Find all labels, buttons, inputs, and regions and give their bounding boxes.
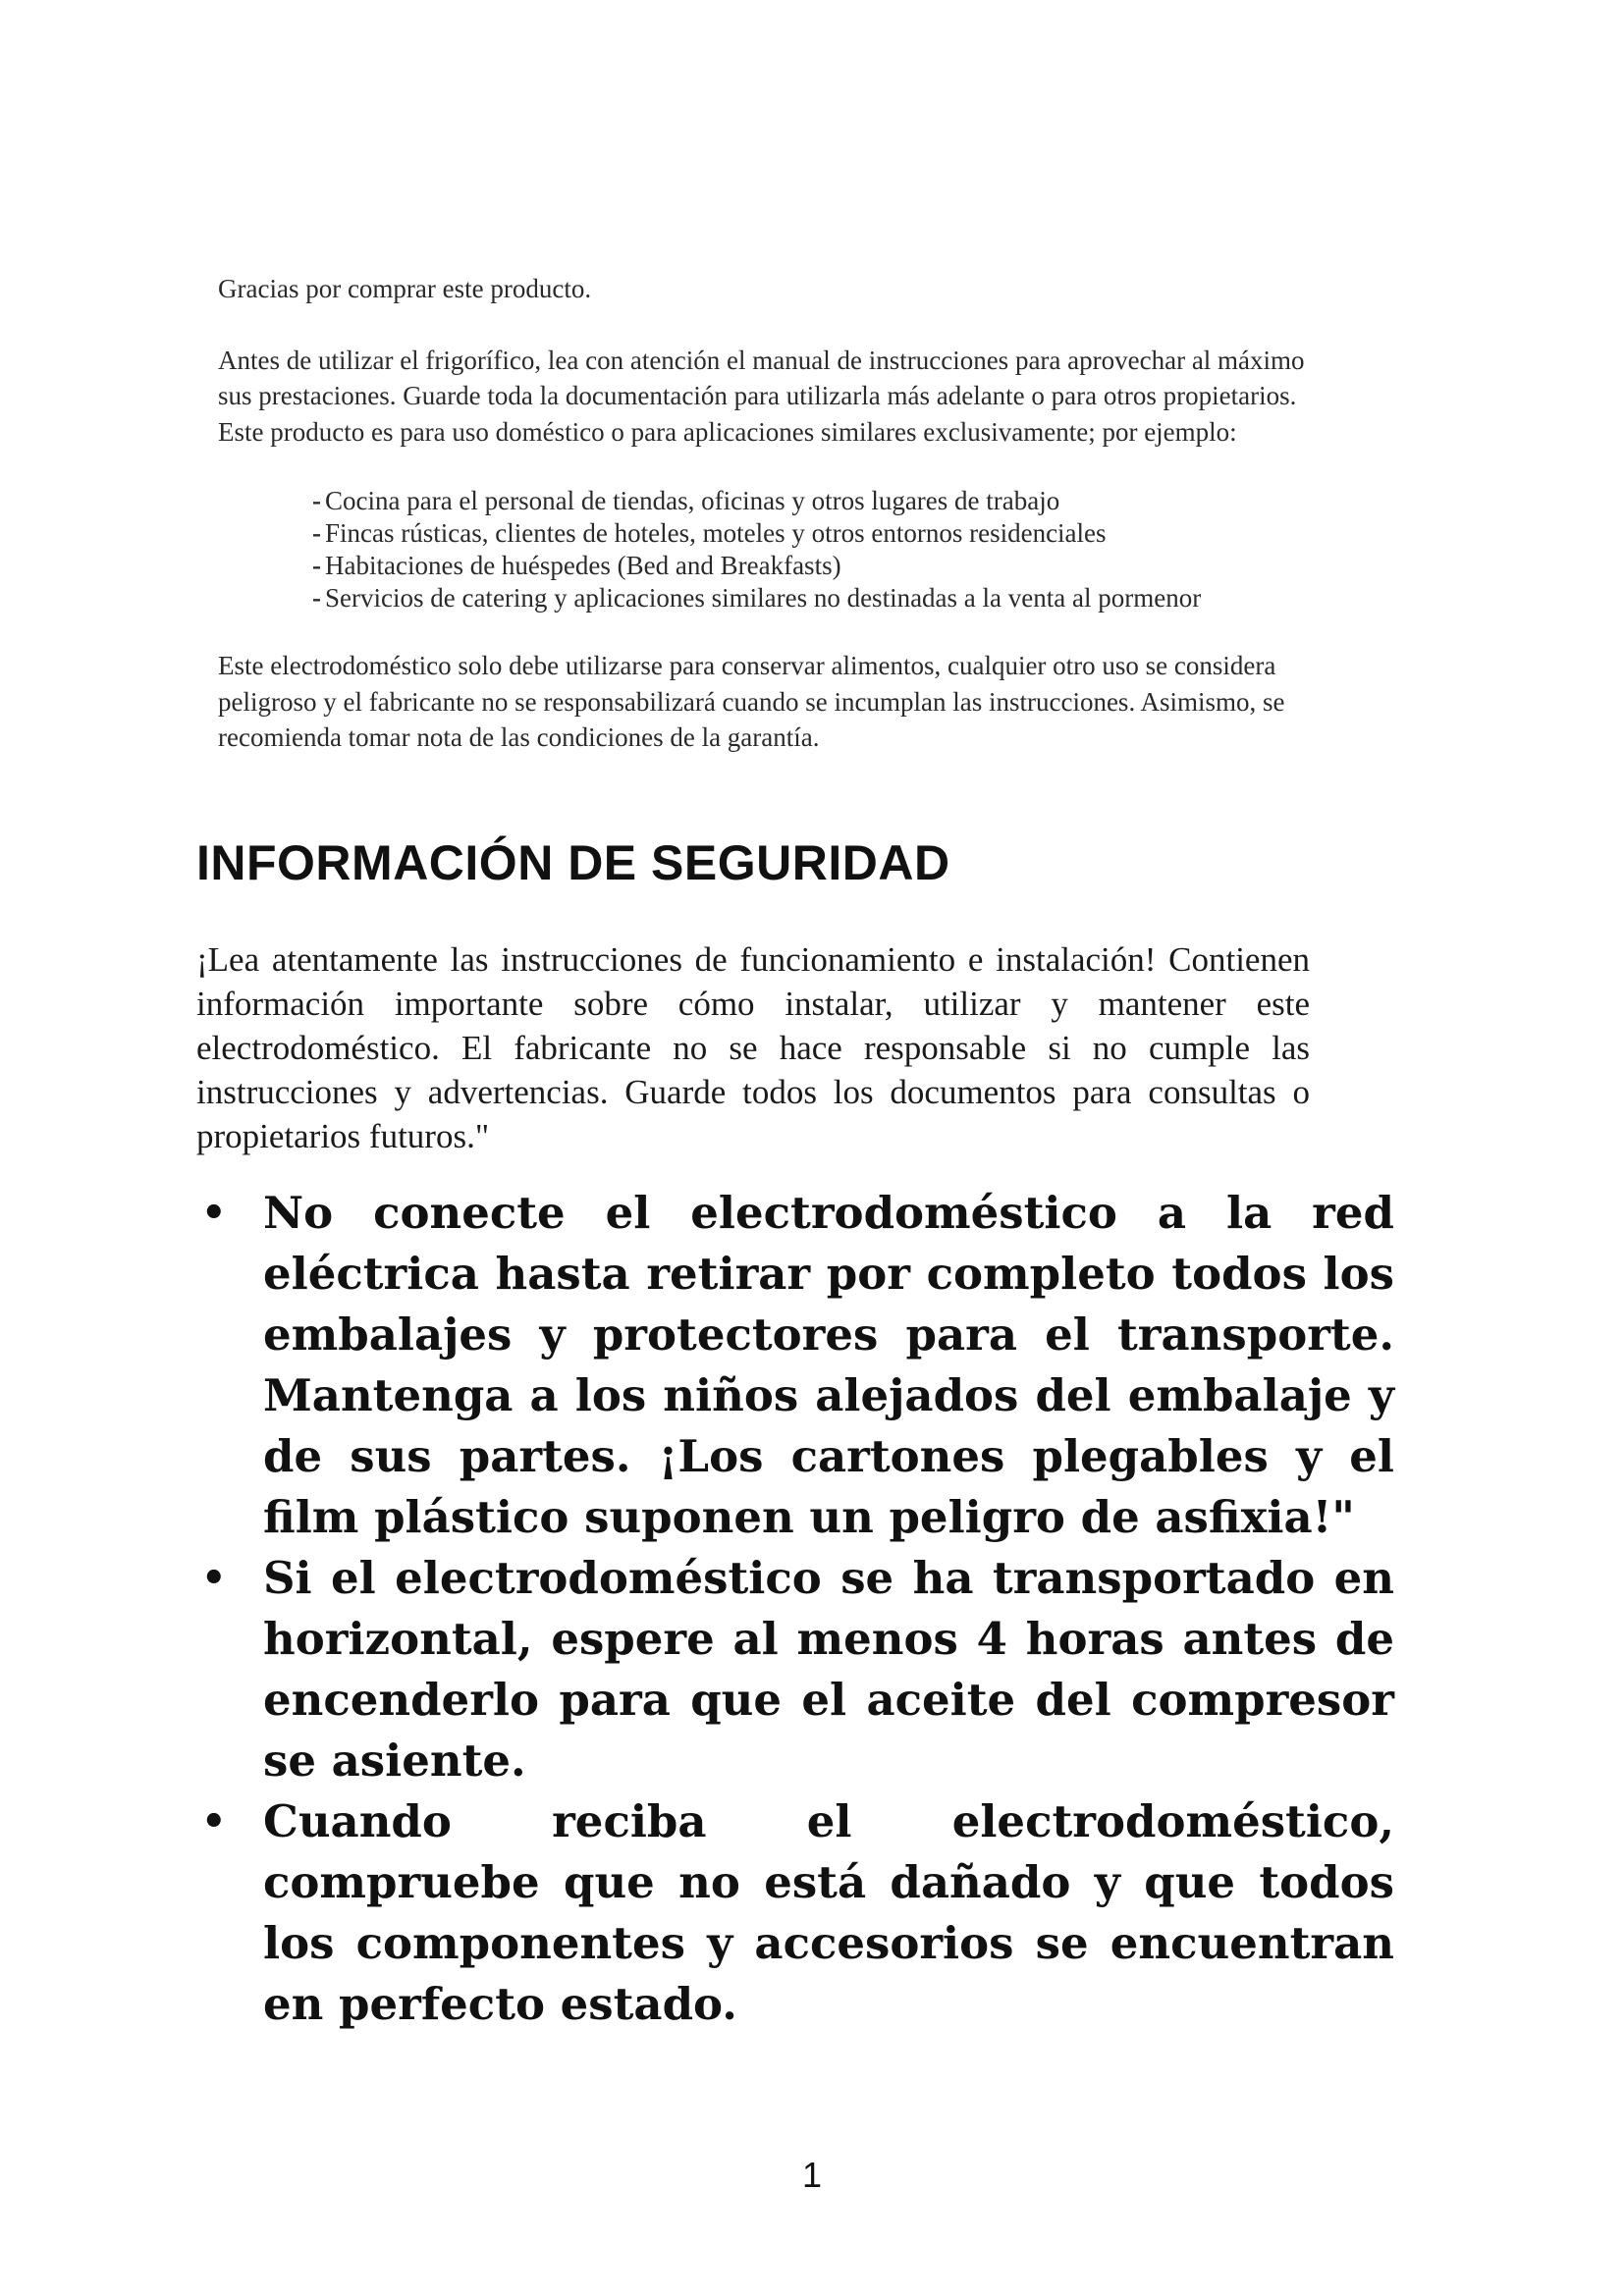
dash-icon: - [312,583,321,613]
uses-list [218,485,1337,614]
thanks-text: Gracias por comprar este producto. [218,274,592,303]
safety-bullet: • Si el electrodoméstico se ha transportado en horizontal, espere al menos 4 horas antes de encenderlo para que el aceite del compresor se asiente. [196,1548,1394,1791]
list-item: - Habitaciones de huéspedes (Bed and Breakfasts) [312,551,841,580]
before-use-text: Antes de utilizar el frigorífico, lea con atención el manual de instrucciones para aprovechar al máximo sus prestaciones. Guarde toda la documentación para utilizarla más adelante o para otros propietarios. Este producto es para uso doméstico o para aplicaciones similares exclusivamente; por ejemplo: [218,345,1305,447]
dash-icon: - [312,551,321,580]
safety-bullet-list [196,1183,1394,2035]
list-item: - Servicios de catering y aplicaciones similares no destinadas a la venta al pormenor [312,583,1202,613]
safety-bullet: • No conecte el electrodoméstico a la red eléctrica hasta retirar por completo todos los embalajes y protectores para el transporte. Mantenga a los niños alejados del embalaje y de sus partes. ¡Los cartones plegables y el film plástico suponen un peligro de asfixia!" [196,1183,1394,1548]
closing-text: Este electrodoméstico solo debe utilizarse para conservar alimentos, cualquier otro uso se considera peligroso y el fabricante no se responsabilizará cuando se incumplan las instrucciones. Asimismo, se recomienda tomar nota de las condiciones de la garantía. [218,651,1285,752]
list-item: - Fincas rústicas, clientes de hoteles, moteles y otros entornos residenciales [312,518,1107,548]
section-heading: INFORMACIÓN DE SEGURIDAD [196,835,950,890]
bullet-icon: • [201,1556,227,1601]
bullet-icon: • [201,1191,227,1236]
list-item: - Cocina para el personal de tiendas, oficinas y otros lugares de trabajo [312,486,1060,515]
dash-icon: - [312,486,321,515]
intro-section [218,271,1337,756]
page-number: 1 [801,2155,823,2195]
bullet-icon: • [201,1799,227,1844]
safety-bullet: • Cuando reciba el electrodoméstico, compruebe que no está dañado y que todos los componentes y accesorios se encuentran en perfecto estado. [196,1791,1394,2035]
dash-icon: - [312,518,321,548]
warning-paragraph: ¡Lea atentamente las instrucciones de funcionamiento e instalación! Contienen información importante sobre cómo instalar, utilizar y mantener este electrodoméstico. El fabricante no se hace responsable si no cumple las instrucciones y advertencias. Guarde todos los documentos para consultas o propietarios futuros." [196,940,1310,1155]
